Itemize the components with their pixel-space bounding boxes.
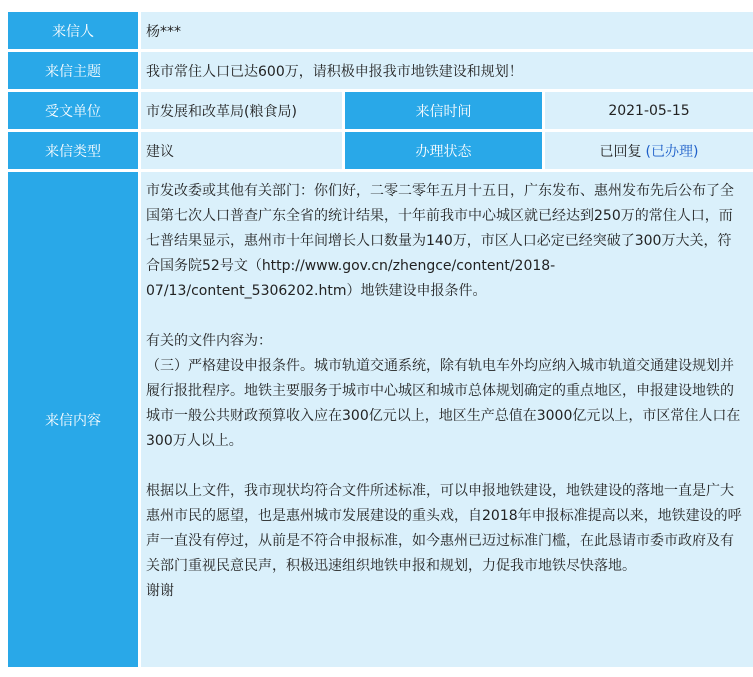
paragraph-spacer bbox=[146, 454, 745, 479]
status-link[interactable]: (已办理) bbox=[645, 143, 699, 160]
content-body bbox=[141, 172, 753, 667]
content-paragraph-4: 根据以上文件，我市现状均符合文件所述标准，可以申报地铁建设，地铁建设的落地一直是广大惠州市民的愿望，也是惠州城市发展建设的重头戏，自2018年申报标准提高以来，地铁建设的呼声一直没有停过，从前是不符合申报标准，如今惠州已迈过标准门槛，在此恳请市委市政府及有关部门重视民意民声，积极迅速组织地铁申报和规划，力促我市地铁尽快落地。 bbox=[146, 483, 742, 574]
department-label: 受文单位 bbox=[8, 92, 138, 129]
subject-label: 来信主题 bbox=[8, 52, 138, 89]
content-paragraph-1: 市发改委或其他有关部门：你们好，二零二零年五月十五日，广东发布、惠州发布先后公布了全国第七次人口普查广东全省的统计结果，十年前我市中心城区就已经达到250万的常住人口，而七普结果显示，惠州市十年间增长人口数量为140万，市区人口必定已经突破了300万大关，符合国务院52号文（http://www.gov.cn/zhengce/content/2018-07/13/content_5306202.htm）地铁建设申报条件。 bbox=[146, 183, 734, 299]
content-label: 来信内容 bbox=[8, 172, 138, 667]
content-paragraph-2: 有关的文件内容为： bbox=[146, 333, 272, 349]
content-closing: 谢谢 bbox=[146, 583, 174, 599]
status-cell bbox=[545, 132, 753, 169]
department-value: 市发展和改革局(粮食局) bbox=[141, 92, 342, 129]
paragraph-spacer bbox=[146, 304, 745, 329]
sender-value: 杨*** bbox=[141, 12, 753, 49]
type-value: 建议 bbox=[141, 132, 342, 169]
content-paragraph-3: （三）严格建设申报条件。城市轨道交通系统，除有轨电车外均应纳入城市轨道交通建设规划并履行报批程序。地铁主要服务于城市中心城区和城市总体规划确定的重点地区，申报建设地铁的城市一般公共财政预算收入应在300亿元以上，地区生产总值在3000亿元以上，市区常住人口在300万人以上。 bbox=[146, 358, 741, 449]
type-label: 来信类型 bbox=[8, 132, 138, 169]
status-label: 办理状态 bbox=[345, 132, 542, 169]
time-label: 来信时间 bbox=[345, 92, 542, 129]
sender-label: 来信人 bbox=[8, 12, 138, 49]
time-value: 2021-05-15 bbox=[545, 92, 753, 129]
status-value: 已回复 bbox=[599, 143, 642, 160]
subject-value: 我市常住人口已达600万，请积极申报我市地铁建设和规划！ bbox=[141, 52, 753, 89]
